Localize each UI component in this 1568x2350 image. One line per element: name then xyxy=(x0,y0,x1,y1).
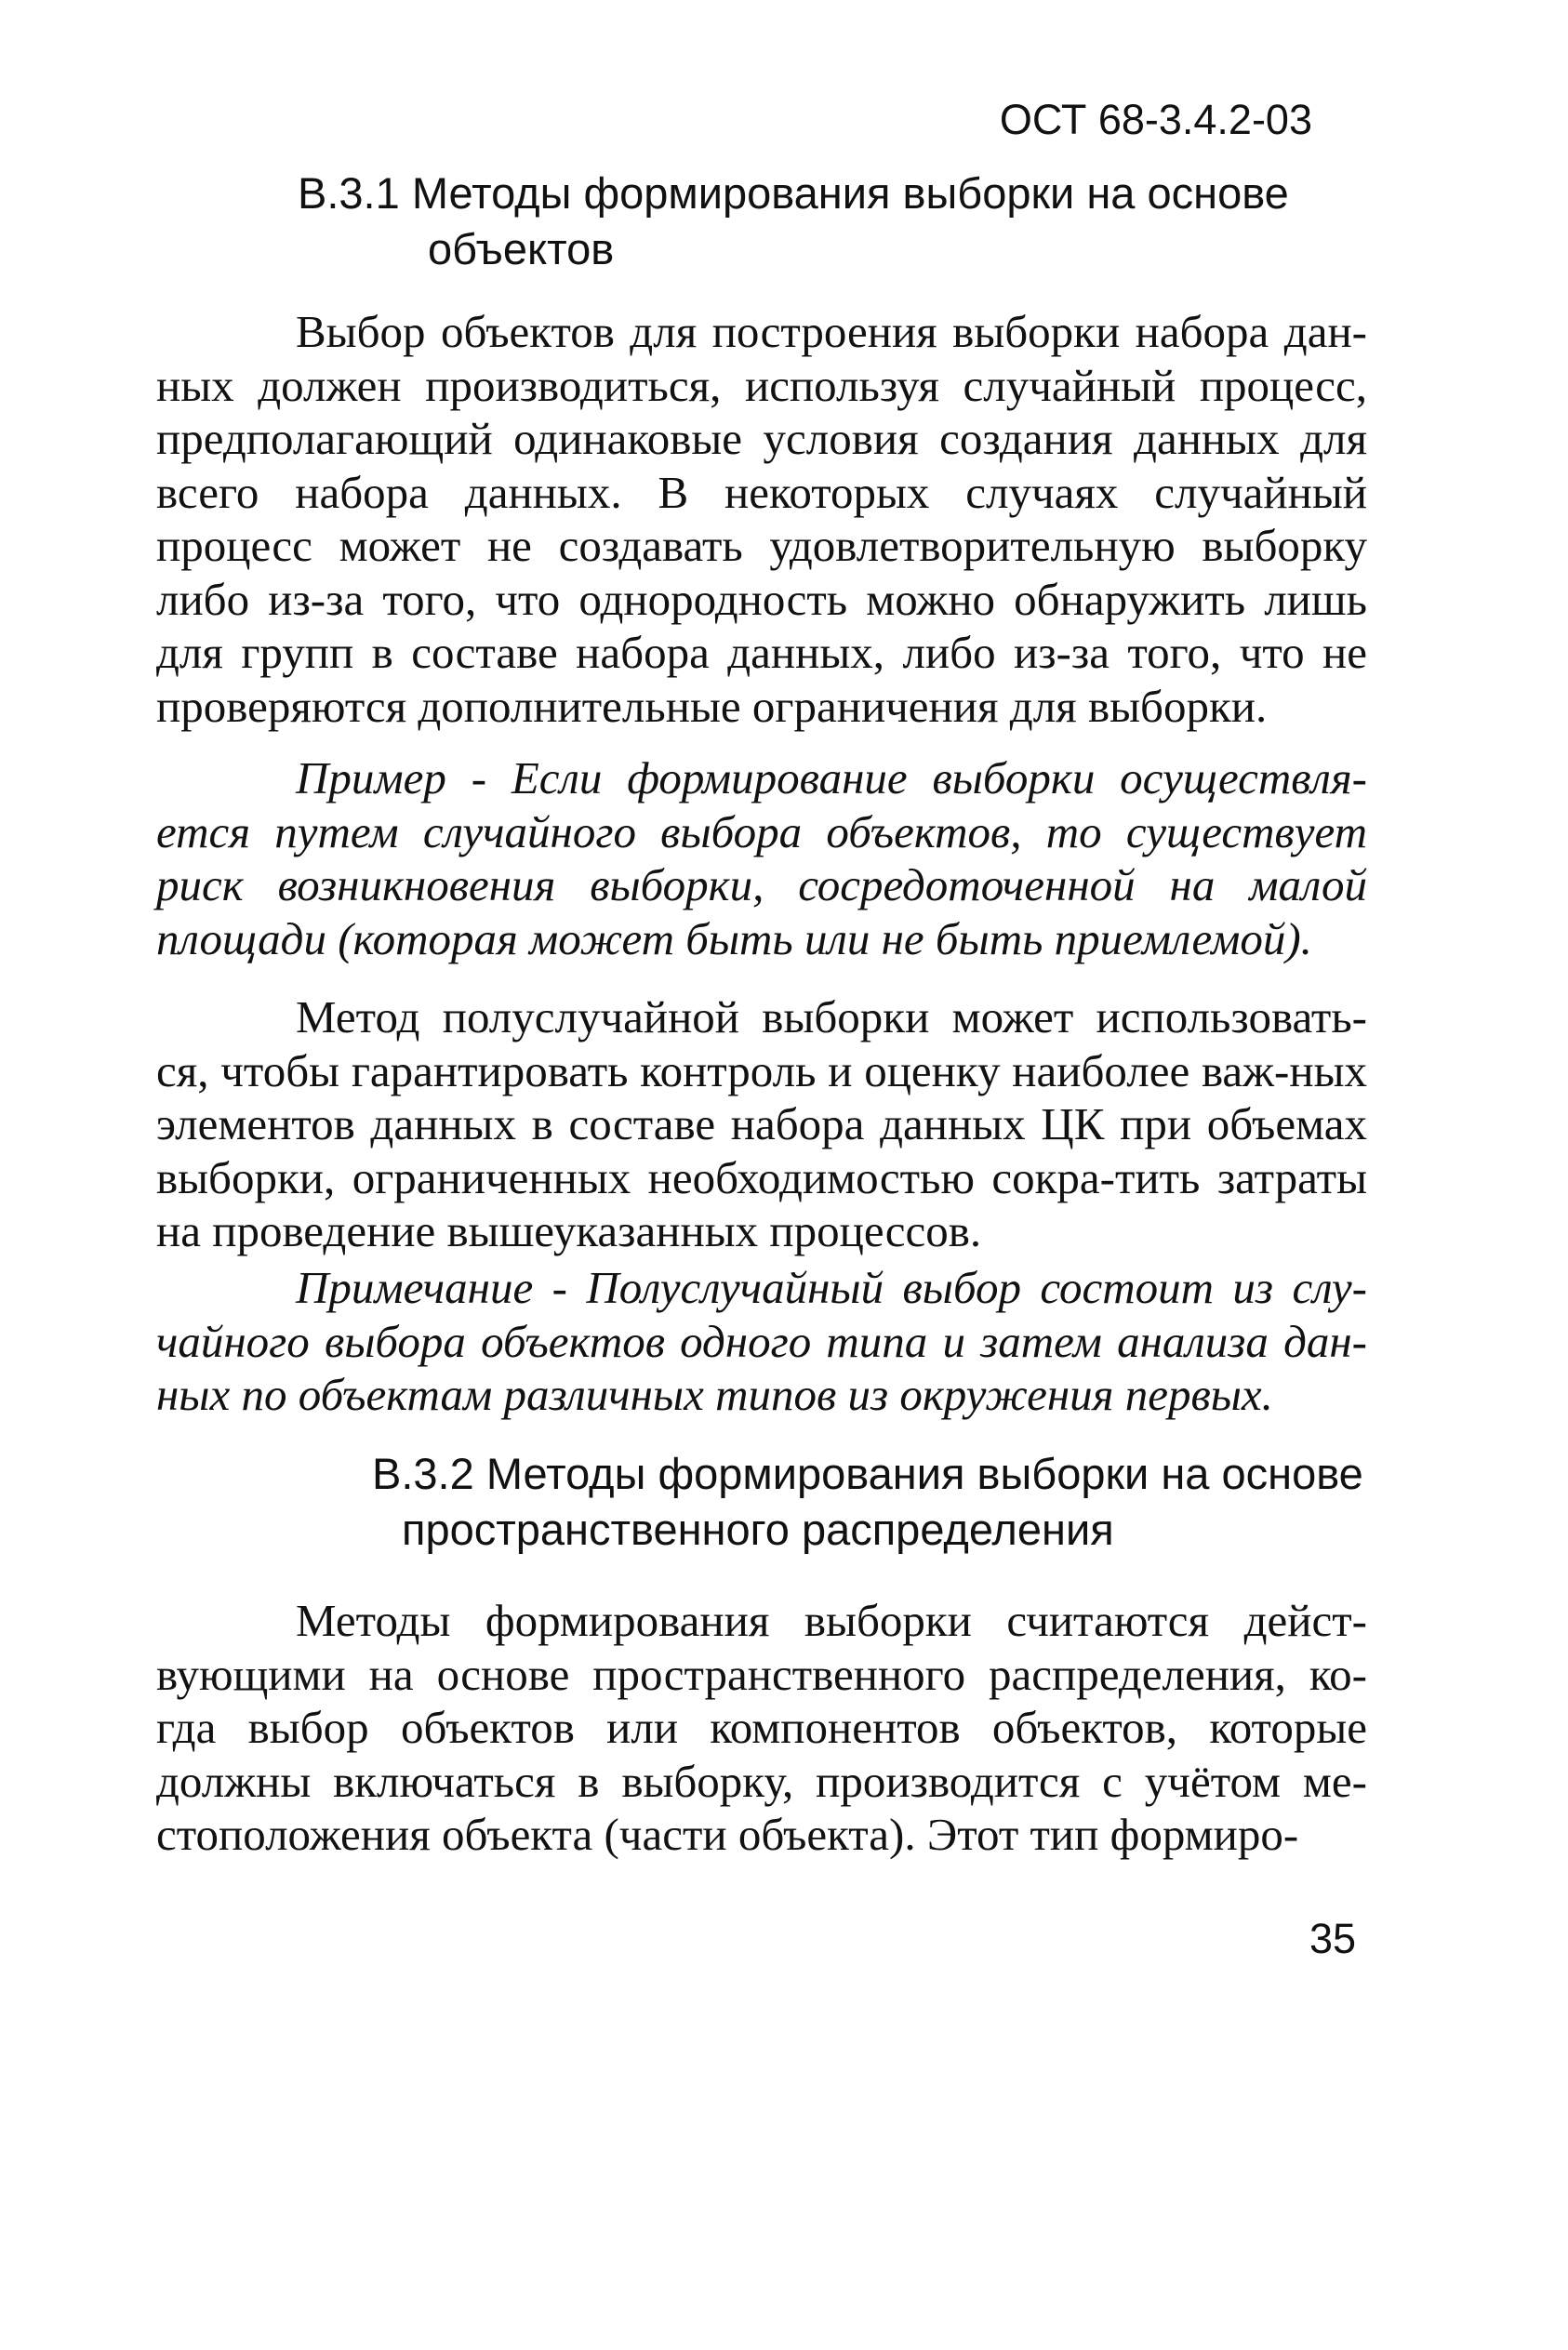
page-number: 35 xyxy=(1309,1915,1356,1962)
section-number: В.3.2 xyxy=(372,1449,474,1498)
note-paragraph: Примечание - Полуслучайный выбор состоит из слу-чайного выбора объектов одного типа и затем анализа дан-ных по объектам различных типов из окружения первых. xyxy=(156,1262,1367,1420)
section-title-line2: объектов xyxy=(428,224,615,273)
section-title-line1: Методы формирования выборки на основе xyxy=(485,1449,1363,1498)
section-title-line2: пространственного распределения xyxy=(402,1505,1114,1554)
body-paragraph: Выбор объектов для построения выборки набора дан-ных должен производиться, используя случайный процесс, предполагающий одинаковые условия создания данных для всего набора данных. В некоторых случаях случайный процесс может не создавать удовлетворительную выборку либо из-за того, что однородность можно обнаружить лишь для групп в составе набора данных, либо из-за того, что не проверяются дополнительные ограничения для выборки. xyxy=(156,306,1367,732)
section-heading-b32 xyxy=(372,1446,1395,1558)
section-heading-b31 xyxy=(298,166,1367,277)
body-paragraph: Метод полуслучайной выборки может использовать-ся, чтобы гарантировать контроль и оценку наиболее важ-ных элементов данных в составе набора данных ЦК при объемах выборки, ограниченных необходимостью сокра-тить затраты на проведение вышеуказанных процессов. xyxy=(156,991,1367,1256)
example-paragraph: Пример - Если формирование выборки осуществля-ется путем случайного выбора объектов, то существует риск возникновения выборки, сосредоточенной на малой площади (которая может быть или не быть приемлемой). xyxy=(156,752,1367,964)
body-paragraph: Методы формирования выборки считаются дейст-вующими на основе пространственного распределения, ко-гда выбор объектов или компонентов объектов, которые должны включаться в выборку, производится с учётом ме-стоположения объекта (части объекта). Этот тип формиро- xyxy=(156,1595,1367,1860)
document-code: ОСТ 68-3.4.2-03 xyxy=(999,96,1312,143)
section-title-line1: Методы формирования выборки на основе xyxy=(411,168,1289,218)
section-number: В.3.1 xyxy=(298,168,400,218)
